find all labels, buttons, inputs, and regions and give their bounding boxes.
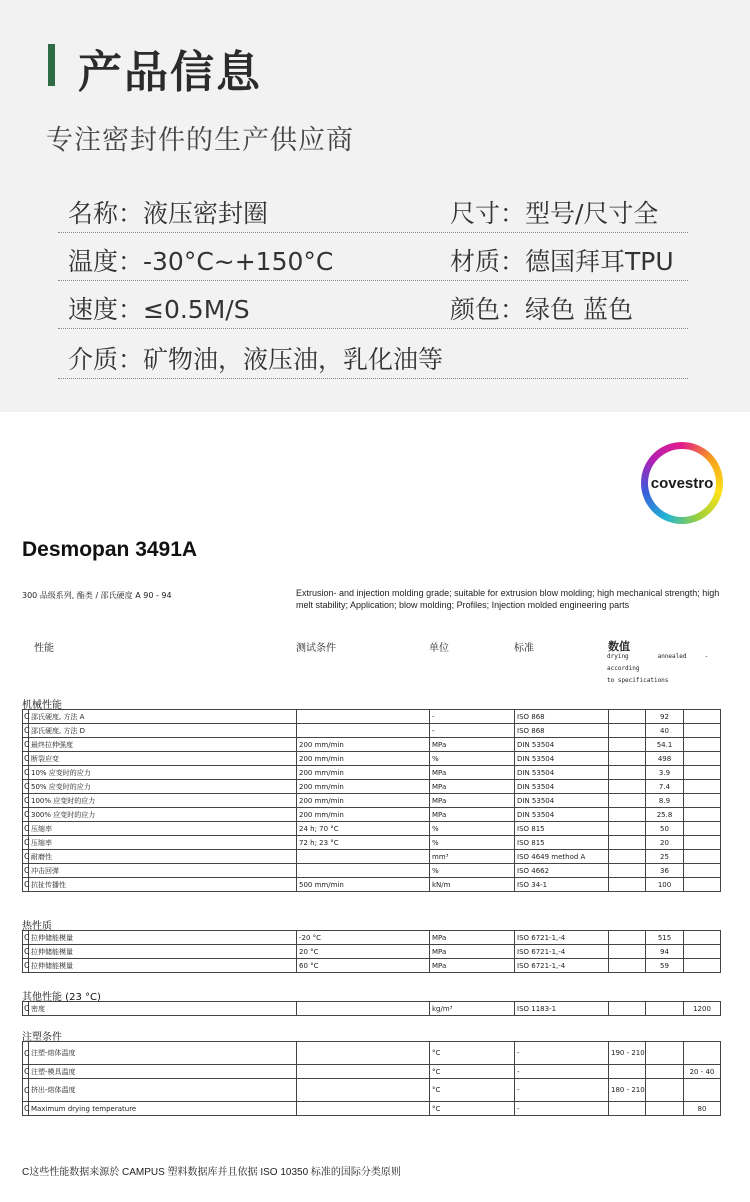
cell-v1 bbox=[609, 850, 646, 864]
cell-v3 bbox=[684, 959, 721, 973]
cell-property: 抗扯传播性 bbox=[29, 878, 297, 892]
cell-unit: MPa bbox=[430, 766, 515, 780]
table-row bbox=[23, 1065, 721, 1079]
spec-row bbox=[58, 332, 688, 379]
cell-unit: °C bbox=[430, 1042, 515, 1065]
cell-condition bbox=[297, 864, 430, 878]
cell-standard: DIN 53504 bbox=[515, 780, 609, 794]
cell-condition: 200 mm/min bbox=[297, 780, 430, 794]
column-header-note: drying annealed - according to specifications bbox=[607, 653, 709, 684]
cell-v1 bbox=[609, 1102, 646, 1116]
table-row bbox=[23, 1102, 721, 1116]
cell-c: C bbox=[23, 959, 29, 973]
cell-standard: ISO 868 bbox=[515, 724, 609, 738]
section-title: 机械性能 bbox=[22, 700, 62, 711]
cell-condition: 60 °C bbox=[297, 959, 430, 973]
spec-right: 材质：德国拜耳TPU bbox=[450, 247, 674, 276]
cell-v2: 94 bbox=[646, 945, 684, 959]
cell-v3 bbox=[684, 878, 721, 892]
cell-c: C bbox=[23, 822, 29, 836]
cell-v2 bbox=[646, 1065, 684, 1079]
cell-v2: 20 bbox=[646, 836, 684, 850]
cell-v2: 36 bbox=[646, 864, 684, 878]
cell-v3 bbox=[684, 738, 721, 752]
section-title: 热性质 bbox=[22, 921, 52, 932]
cell-c: C bbox=[23, 931, 29, 945]
cell-v1 bbox=[609, 1002, 646, 1016]
cell-condition: 200 mm/min bbox=[297, 752, 430, 766]
cell-c: C bbox=[23, 1102, 29, 1116]
cell-property: 拉伸储能模量 bbox=[29, 931, 297, 945]
cell-unit: - bbox=[430, 710, 515, 724]
cell-v3 bbox=[684, 766, 721, 780]
cell-condition bbox=[297, 710, 430, 724]
cell-condition bbox=[297, 850, 430, 864]
spec-row bbox=[58, 234, 688, 281]
cell-v1 bbox=[609, 878, 646, 892]
table-row bbox=[23, 724, 721, 738]
cell-property: 密度 bbox=[29, 1002, 297, 1016]
cell-v1 bbox=[609, 931, 646, 945]
spec-left: 速度：≤0.5M/S bbox=[68, 295, 250, 324]
cell-standard: - bbox=[515, 1065, 609, 1079]
column-header-value: 数值 bbox=[608, 640, 630, 653]
footer-note: C这些性能数据来源於 CAMPUS 塑料数据库并且依据 ISO 10350 标准的国际分类原则 bbox=[22, 1167, 401, 1178]
cell-v2: 8.9 bbox=[646, 794, 684, 808]
table-row bbox=[23, 1002, 721, 1016]
cell-v1: 180 - 210 bbox=[609, 1079, 646, 1102]
cell-unit: - bbox=[430, 724, 515, 738]
cell-c: C bbox=[23, 850, 29, 864]
cell-v2 bbox=[646, 1002, 684, 1016]
cell-unit: kN/m bbox=[430, 878, 515, 892]
table-row bbox=[23, 752, 721, 766]
cell-standard: ISO 6721-1,-4 bbox=[515, 959, 609, 973]
spec-row bbox=[58, 282, 688, 329]
cell-standard: ISO 868 bbox=[515, 710, 609, 724]
column-header-property: 性能 bbox=[34, 643, 54, 654]
spec-left: 温度：-30°C~+150°C bbox=[68, 247, 334, 276]
cell-property: 10% 应变时的应力 bbox=[29, 766, 297, 780]
cell-c: C bbox=[23, 724, 29, 738]
cell-v2: 3.9 bbox=[646, 766, 684, 780]
cell-standard: ISO 815 bbox=[515, 822, 609, 836]
table-row bbox=[23, 1042, 721, 1065]
cell-condition: 500 mm/min bbox=[297, 878, 430, 892]
column-header-unit: 单位 bbox=[429, 643, 449, 654]
cell-v2: 7.4 bbox=[646, 780, 684, 794]
cell-standard: ISO 34-1 bbox=[515, 878, 609, 892]
cell-standard: DIN 53504 bbox=[515, 766, 609, 780]
cell-standard: ISO 815 bbox=[515, 836, 609, 850]
cell-standard: DIN 53504 bbox=[515, 808, 609, 822]
section-title: 其他性能 (23 °C) bbox=[22, 992, 101, 1003]
cell-c: C bbox=[23, 864, 29, 878]
cell-standard: DIN 53504 bbox=[515, 794, 609, 808]
cell-v1 bbox=[609, 766, 646, 780]
cell-property: 100% 应变时的应力 bbox=[29, 794, 297, 808]
spec-right: 颜色：绿色 蓝色 bbox=[450, 295, 633, 324]
cell-standard: DIN 53504 bbox=[515, 752, 609, 766]
cell-property: 拉伸储能模量 bbox=[29, 959, 297, 973]
table-row bbox=[23, 850, 721, 864]
cell-condition: 72 h; 23 °C bbox=[297, 836, 430, 850]
cell-c: C bbox=[23, 752, 29, 766]
cell-condition bbox=[297, 1065, 430, 1079]
cell-condition: 24 h; 70 °C bbox=[297, 822, 430, 836]
cell-property: 挤出-熔体温度 bbox=[29, 1079, 297, 1102]
cell-c: C bbox=[23, 808, 29, 822]
cell-c: C bbox=[23, 780, 29, 794]
cell-standard: - bbox=[515, 1102, 609, 1116]
column-header-standard: 标准 bbox=[514, 643, 534, 654]
table-row bbox=[23, 1079, 721, 1102]
cell-v1 bbox=[609, 794, 646, 808]
cell-v2: 25.8 bbox=[646, 808, 684, 822]
cell-v1 bbox=[609, 808, 646, 822]
cell-v2: 25 bbox=[646, 850, 684, 864]
cell-v1 bbox=[609, 1065, 646, 1079]
cell-v2 bbox=[646, 1079, 684, 1102]
data-table-molding bbox=[22, 1041, 721, 1116]
cell-v3 bbox=[684, 1079, 721, 1102]
cell-property: 冲击回弹 bbox=[29, 864, 297, 878]
cell-property: 邵氏硬度, 方法 A bbox=[29, 710, 297, 724]
cell-standard: ISO 4649 method A bbox=[515, 850, 609, 864]
table-row bbox=[23, 766, 721, 780]
product-series: 300 品级系列, 酯类 / 邵氏硬度 A 90 - 94 bbox=[22, 591, 172, 600]
cell-c: C bbox=[23, 1042, 29, 1065]
cell-unit: kg/m³ bbox=[430, 1002, 515, 1016]
table-row bbox=[23, 794, 721, 808]
data-table-thermal bbox=[22, 930, 721, 973]
cell-v3 bbox=[684, 710, 721, 724]
cell-standard: ISO 6721-1,-4 bbox=[515, 945, 609, 959]
cell-condition bbox=[297, 1042, 430, 1065]
cell-v1 bbox=[609, 836, 646, 850]
cell-c: C bbox=[23, 1065, 29, 1079]
cell-property: 最终拉伸强度 bbox=[29, 738, 297, 752]
cell-v3 bbox=[684, 752, 721, 766]
table-row bbox=[23, 808, 721, 822]
cell-unit: MPa bbox=[430, 945, 515, 959]
table-row bbox=[23, 836, 721, 850]
cell-unit: mm³ bbox=[430, 850, 515, 864]
cell-property: 断裂应变 bbox=[29, 752, 297, 766]
cell-c: C bbox=[23, 1002, 29, 1016]
cell-condition: 200 mm/min bbox=[297, 766, 430, 780]
cell-property: 耐磨性 bbox=[29, 850, 297, 864]
data-table-mechanical bbox=[22, 709, 721, 892]
cell-condition: 20 °C bbox=[297, 945, 430, 959]
cell-v3: 80 bbox=[684, 1102, 721, 1116]
cell-v3 bbox=[684, 822, 721, 836]
cell-unit: % bbox=[430, 836, 515, 850]
data-table-other bbox=[22, 1001, 721, 1016]
cell-property: 拉伸储能模量 bbox=[29, 945, 297, 959]
cell-c: C bbox=[23, 738, 29, 752]
product-description: Extrusion- and injection molding grade; suitable for extrusion blow molding; high mechanical strength; high melt stability; Application; blow molding; Profiles; Injection molded engineering parts bbox=[296, 588, 720, 610]
cell-condition bbox=[297, 1002, 430, 1016]
cell-c: C bbox=[23, 766, 29, 780]
cell-v1 bbox=[609, 724, 646, 738]
cell-unit: MPa bbox=[430, 808, 515, 822]
cell-c: C bbox=[23, 1079, 29, 1102]
cell-v2: 100 bbox=[646, 878, 684, 892]
cell-condition bbox=[297, 1079, 430, 1102]
cell-condition: 200 mm/min bbox=[297, 808, 430, 822]
spec-right: 尺寸：型号/尺寸全 bbox=[450, 199, 659, 228]
cell-condition: 200 mm/min bbox=[297, 738, 430, 752]
cell-v1: 190 - 210 bbox=[609, 1042, 646, 1065]
cell-v3 bbox=[684, 945, 721, 959]
cell-property: 注塑-熔体温度 bbox=[29, 1042, 297, 1065]
cell-v3 bbox=[684, 808, 721, 822]
product-info-panel bbox=[0, 0, 750, 412]
table-row bbox=[23, 959, 721, 973]
product-name: Desmopan 3491A bbox=[22, 538, 198, 561]
title-accent-bar bbox=[48, 44, 55, 86]
cell-v2: 59 bbox=[646, 959, 684, 973]
spec-left: 介质：矿物油，液压油，乳化油等 bbox=[68, 345, 444, 374]
cell-unit: % bbox=[430, 822, 515, 836]
cell-v2: 40 bbox=[646, 724, 684, 738]
cell-v1 bbox=[609, 752, 646, 766]
cell-v3 bbox=[684, 931, 721, 945]
logo-text: covestro bbox=[650, 474, 714, 492]
table-row bbox=[23, 710, 721, 724]
cell-property: 50% 应变时的应力 bbox=[29, 780, 297, 794]
cell-c: C bbox=[23, 945, 29, 959]
cell-v2 bbox=[646, 1042, 684, 1065]
cell-c: C bbox=[23, 878, 29, 892]
cell-property: 压缩率 bbox=[29, 822, 297, 836]
cell-standard: ISO 1183-1 bbox=[515, 1002, 609, 1016]
cell-v2 bbox=[646, 1102, 684, 1116]
cell-v1 bbox=[609, 959, 646, 973]
cell-condition bbox=[297, 1102, 430, 1116]
cell-property: Maximum drying temperature bbox=[29, 1102, 297, 1116]
cell-unit: °C bbox=[430, 1065, 515, 1079]
cell-v1 bbox=[609, 710, 646, 724]
cell-property: 注塑-模具温度 bbox=[29, 1065, 297, 1079]
table-row bbox=[23, 738, 721, 752]
cell-property: 300% 应变时的应力 bbox=[29, 808, 297, 822]
cell-v1 bbox=[609, 864, 646, 878]
column-header-condition: 测试条件 bbox=[296, 643, 336, 654]
spec-left: 名称：液压密封圈 bbox=[68, 199, 269, 228]
cell-standard: - bbox=[515, 1079, 609, 1102]
cell-standard: ISO 6721-1,-4 bbox=[515, 931, 609, 945]
cell-v1 bbox=[609, 822, 646, 836]
cell-standard: DIN 53504 bbox=[515, 738, 609, 752]
cell-v2: 515 bbox=[646, 931, 684, 945]
cell-v3 bbox=[684, 794, 721, 808]
cell-v3 bbox=[684, 864, 721, 878]
cell-v2: 92 bbox=[646, 710, 684, 724]
cell-v1 bbox=[609, 738, 646, 752]
cell-v3 bbox=[684, 780, 721, 794]
cell-unit: MPa bbox=[430, 738, 515, 752]
page-subtitle: 专注密封件的生产供应商 bbox=[46, 125, 354, 156]
table-row bbox=[23, 822, 721, 836]
cell-c: C bbox=[23, 836, 29, 850]
cell-v3: 1200 bbox=[684, 1002, 721, 1016]
covestro-logo bbox=[641, 442, 723, 524]
cell-standard: - bbox=[515, 1042, 609, 1065]
table-row bbox=[23, 878, 721, 892]
cell-unit: °C bbox=[430, 1079, 515, 1102]
cell-unit: °C bbox=[430, 1102, 515, 1116]
page-title: 产品信息 bbox=[78, 47, 262, 98]
cell-c: C bbox=[23, 794, 29, 808]
cell-unit: % bbox=[430, 752, 515, 766]
cell-unit: MPa bbox=[430, 780, 515, 794]
cell-v2: 498 bbox=[646, 752, 684, 766]
cell-c: C bbox=[23, 710, 29, 724]
table-row bbox=[23, 945, 721, 959]
cell-condition bbox=[297, 724, 430, 738]
cell-v1 bbox=[609, 945, 646, 959]
cell-v3 bbox=[684, 1042, 721, 1065]
cell-v3 bbox=[684, 836, 721, 850]
cell-v3 bbox=[684, 850, 721, 864]
cell-unit: MPa bbox=[430, 931, 515, 945]
cell-condition: 200 mm/min bbox=[297, 794, 430, 808]
cell-v1 bbox=[609, 780, 646, 794]
cell-property: 压缩率 bbox=[29, 836, 297, 850]
cell-unit: % bbox=[430, 864, 515, 878]
cell-v3 bbox=[684, 724, 721, 738]
table-row bbox=[23, 931, 721, 945]
cell-unit: MPa bbox=[430, 959, 515, 973]
cell-v3: 20 - 40 bbox=[684, 1065, 721, 1079]
cell-standard: ISO 4662 bbox=[515, 864, 609, 878]
spec-row bbox=[58, 186, 688, 233]
cell-unit: MPa bbox=[430, 794, 515, 808]
table-row bbox=[23, 780, 721, 794]
cell-v2: 50 bbox=[646, 822, 684, 836]
section-title: 注塑条件 bbox=[22, 1032, 62, 1043]
cell-property: 邵氏硬度, 方法 D bbox=[29, 724, 297, 738]
cell-v2: 54.1 bbox=[646, 738, 684, 752]
cell-condition: -20 °C bbox=[297, 931, 430, 945]
table-row bbox=[23, 864, 721, 878]
